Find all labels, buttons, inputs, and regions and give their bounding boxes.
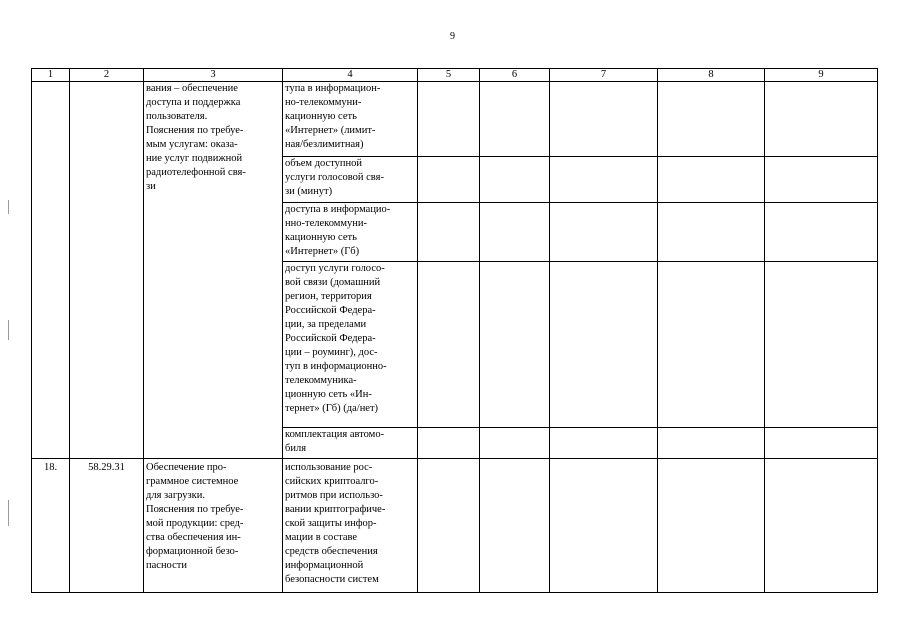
cell-empty [765,82,878,157]
page-number: 9 [450,31,455,42]
cell-characteristic: доступ услуги голосо- вой связи (домашний регион, территория Российской Федера- ции, за пределами Российской Федера- ции – роуминг), дос- туп в информационно- телекоммуника- ционную сеть «Ин- тернет» (Гб) (да/нет) [283,262,418,428]
cell-empty [658,82,765,157]
requirements-table [31,68,878,593]
cell-empty [550,157,658,203]
cell-empty [480,459,550,593]
cell-empty [550,82,658,157]
column-header: 6 [480,69,550,82]
column-header: 8 [658,69,765,82]
column-header: 4 [283,69,418,82]
cell-empty [765,157,878,203]
cell-empty [550,203,658,262]
cell-characteristic: доступа в информацио- нно-телекоммуни- кационную сеть «Интернет» (Гб) [283,203,418,262]
cell-empty [418,157,480,203]
cell-empty [480,262,550,428]
column-header: 7 [550,69,658,82]
cell-code [70,82,144,459]
cell-product-description: Обеспечение про- граммное системное для загрузки. Пояснения по требуе- мой продукции: сред- ства обеспечения ин- формационной безо- пасности [144,459,283,593]
cell-empty [658,262,765,428]
cell-characteristic: комплектация автомо- биля [283,428,418,459]
table-row [32,82,878,157]
cell-empty [418,82,480,157]
cell-number: 18. [32,459,70,593]
cell-empty [418,428,480,459]
cell-empty [550,262,658,428]
table-row [32,459,878,593]
cell-empty [658,459,765,593]
column-header: 1 [32,69,70,82]
cell-empty [480,82,550,157]
column-numbers-row [32,69,878,82]
column-header: 5 [418,69,480,82]
cell-characteristic: объем доступной услуги голосовой свя- зи (минут) [283,157,418,203]
cell-empty [765,262,878,428]
cell-characteristic: тупа в информацион- но-телекоммуни- кационную сеть «Интернет» (лимит- ная/безлимитная) [283,82,418,157]
cell-empty [765,428,878,459]
column-header: 9 [765,69,878,82]
cell-empty [550,459,658,593]
cell-empty [658,157,765,203]
cell-service-description: вания – обеспечение доступа и поддержка пользователя. Пояснения по требуе- мым услугам: оказа- ние услуг подвижной радиотелефонной свя- зи [144,82,283,459]
cell-empty [658,203,765,262]
cell-empty [480,203,550,262]
cell-empty [765,459,878,593]
column-header: 3 [144,69,283,82]
column-header: 2 [70,69,144,82]
margin-scan-marks [8,200,10,560]
cell-empty [480,157,550,203]
cell-empty [480,428,550,459]
cell-empty [550,428,658,459]
cell-empty [765,203,878,262]
cell-characteristic: использование рос- сийских криптоалго- ритмов при использо- вании криптографиче- ской защиты инфор- мации в составе средств обеспечения информационной безопасности систем [283,459,418,593]
cell-empty [418,459,480,593]
cell-code: 58.29.31 [70,459,144,593]
cell-empty [418,203,480,262]
cell-empty [418,262,480,428]
cell-number [32,82,70,459]
cell-empty [658,428,765,459]
